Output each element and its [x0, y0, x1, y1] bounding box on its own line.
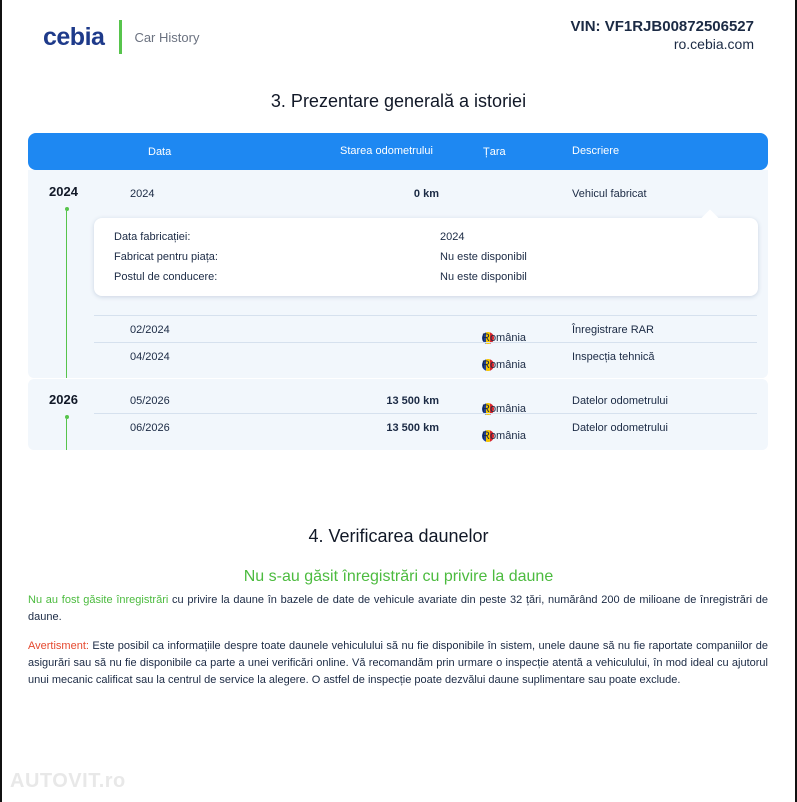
detail-value: Nu este disponibil	[440, 271, 527, 283]
history-table-header	[28, 133, 768, 170]
warning-paragraph	[28, 638, 768, 689]
logo-divider	[119, 20, 122, 54]
result-text: cu privire la daune în bazele de date de vehicule avariate din peste 32 țări, numărând 200 de milioane de înregistrări de daune.	[28, 594, 768, 623]
brand-name: cebia	[43, 22, 105, 51]
vin-block	[571, 18, 754, 52]
detail-row	[114, 251, 734, 263]
row-description: Datelor odometrului	[572, 422, 668, 434]
detail-value: Nu este disponibil	[440, 251, 527, 263]
row-odometer: 13 500 km	[386, 422, 439, 434]
watermark: AUTOVIT.ro	[10, 770, 126, 792]
row-description: Inspecția tehnică	[572, 351, 655, 363]
table-row	[94, 180, 757, 207]
detail-label: Postul de conducere:	[114, 271, 218, 283]
card-pointer	[702, 210, 719, 227]
row-date: 02/2024	[130, 324, 170, 336]
manufacture-details-card	[94, 218, 758, 296]
row-date: 2024	[130, 188, 155, 200]
table-row	[94, 342, 757, 369]
year-label: 2026	[49, 392, 78, 407]
no-damage-heading: Nu s-au găsit înregistrări cu privire la daune	[243, 568, 554, 585]
damage-result-paragraph	[28, 592, 768, 626]
row-date: 06/2026	[130, 422, 170, 434]
detail-row	[114, 271, 734, 283]
warning-lead: Avertisment:	[28, 640, 89, 652]
row-date: 04/2024	[130, 351, 170, 363]
column-header-odometer: Starea odometrului	[340, 145, 433, 157]
detail-label: Fabricat pentru piața:	[114, 251, 218, 263]
country-name: România	[482, 332, 527, 344]
column-header-country: Țara	[483, 146, 506, 158]
country-name: România	[482, 403, 527, 415]
row-description: Înregistrare RAR	[572, 324, 654, 336]
vin-number: VIN: VF1RJB00872506527	[570, 18, 754, 35]
timeline-line	[66, 419, 67, 450]
product-name: Car History	[134, 29, 200, 45]
timeline-line	[66, 211, 67, 378]
detail-value: 2024	[440, 231, 465, 243]
table-row	[94, 387, 757, 414]
history-section-title: 3. Prezentare generală a istoriei	[270, 91, 527, 111]
row-date: 05/2026	[130, 395, 170, 407]
site-link[interactable]: ro.cebia.com	[673, 36, 754, 52]
country-name: România	[482, 430, 527, 442]
table-row	[94, 315, 757, 342]
row-odometer: 13 500 km	[386, 395, 439, 407]
warning-text: Este posibil ca informațiile despre toate daunele vehiculului să nu fie disponibile în sistem, unele daune să nu fie raportate companiilor de asigurări sau să nu fie disponibile ca parte a unei verificări online. Vă recomandăm prin urmare o inspecție atentă a vehiculului, în mod ideal cu ajutorul unui mecanic calificat sau la centrul de service la alegere. O astfel de inspecție poate dezvălui daune suplimentare sau poate exclude.	[28, 640, 768, 686]
cebia-logo	[43, 20, 199, 54]
country-name: România	[482, 359, 527, 371]
row-description: Datelor odometrului	[572, 395, 668, 407]
column-header-description: Descriere	[572, 145, 620, 157]
year-label: 2024	[49, 184, 78, 199]
year-group-2026	[28, 379, 768, 450]
row-description: Vehicul fabricat	[572, 188, 647, 200]
damage-section-title: 4. Verificarea daunelor	[308, 526, 489, 546]
column-header-date: Data	[148, 146, 172, 158]
result-lead: Nu au fost găsite înregistrări	[28, 594, 169, 606]
detail-label: Data fabricației:	[114, 231, 191, 243]
table-row	[94, 413, 757, 440]
row-odometer: 0 km	[413, 188, 439, 200]
detail-row	[114, 231, 734, 243]
year-group-2024	[28, 170, 768, 378]
